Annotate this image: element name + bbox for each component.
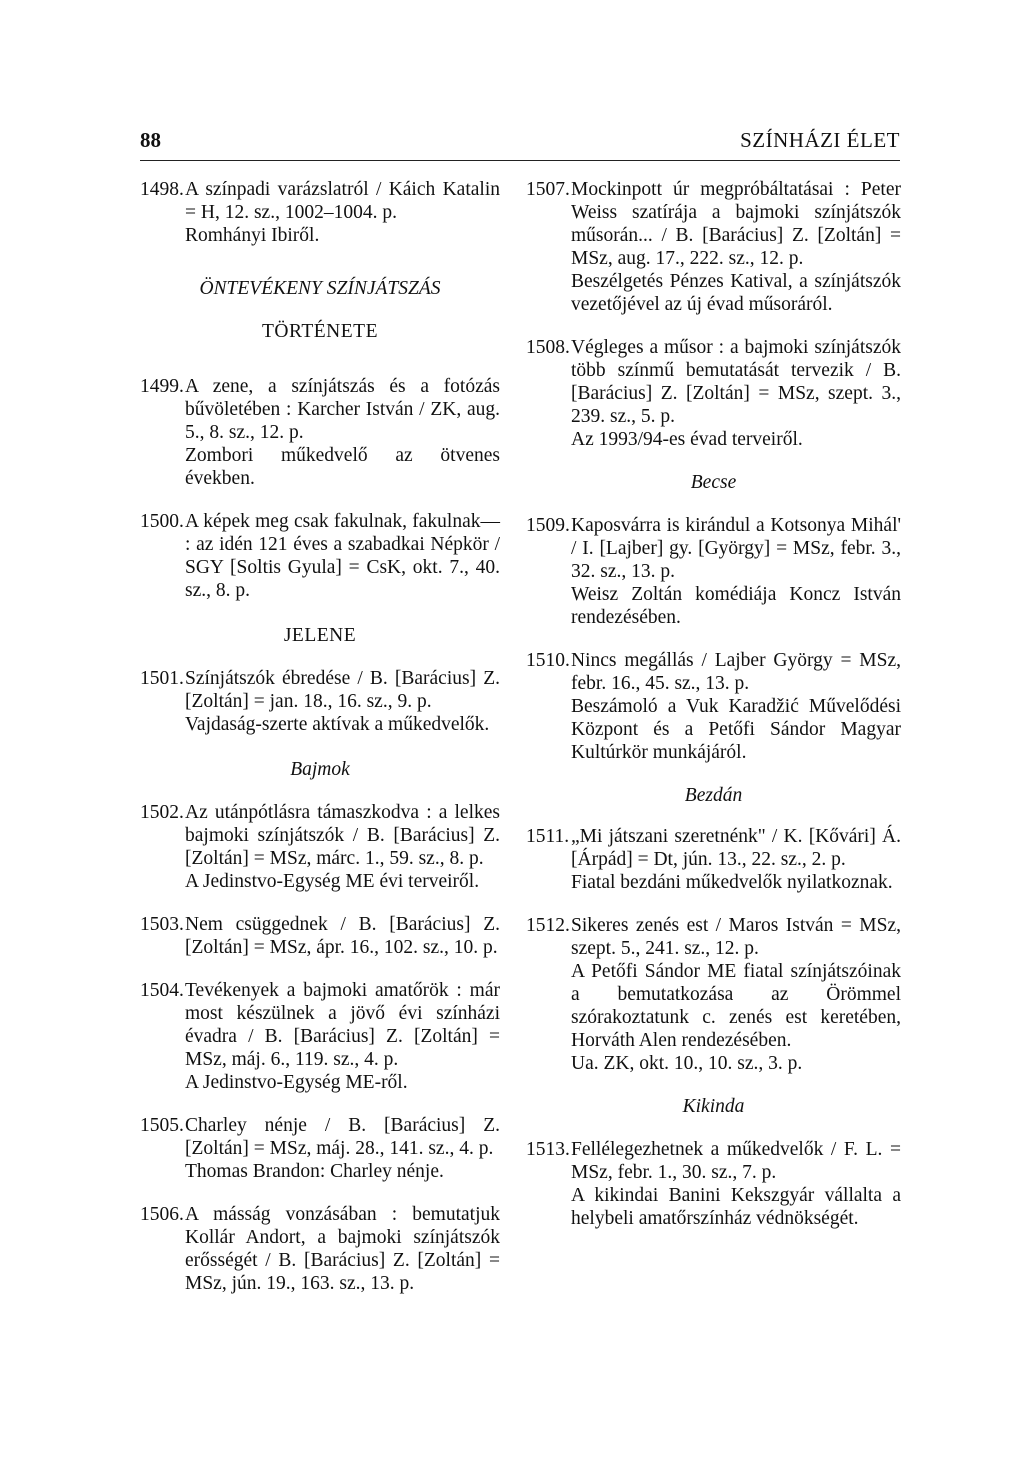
bibliography-entry (140, 375, 500, 490)
entry-number: 1505. (140, 1115, 184, 1136)
section-heading-bajmok: Bajmok (290, 759, 350, 780)
bibliography-entry (526, 649, 901, 764)
entry-citation: „Mi játszani szeretnénk" / K. [Kővári] Á. [Árpád] = Dt, jún. 13., 22. sz., 2. p. (571, 826, 901, 870)
entry-number: 1509. (526, 515, 570, 536)
bibliography-entry (140, 178, 500, 247)
entry-citation: Színjátszók ébredése / B. [Barácius] Z. [Zoltán] = jan. 18., 16. sz., 9. p. (185, 668, 500, 712)
section-heading-ontevekeny-szinjatszas: ÖNTEVÉKENY SZÍNJÁTSZÁS (199, 278, 441, 299)
entry-citation: Tevékenyek a bajmoki amatőrök : már most készülnek a jövő évi színházi évadra / B. [Barácius] Z. [Zoltán] = MSz, máj. 6., 119. sz., 4. p. (185, 980, 500, 1070)
entry-citation: Mockinpott úr megpróbáltatásai : Peter Weiss szatírája a bajmoki színjátszók műsorán... / B. [Barácius] Z. [Zoltán] = MSz, aug. 17., 222. sz., 12. p. (571, 179, 901, 269)
section-heading-tortenete: TÖRTÉNETE (262, 321, 378, 342)
entry-citation: Fellélegezhetnek a műkedvelők / F. L. = MSz, febr. 1., 30. sz., 7. p. (571, 1139, 901, 1183)
entry-number: 1504. (140, 980, 184, 1001)
running-title: SZÍNHÁZI ÉLET (740, 128, 900, 152)
entry-number: 1506. (140, 1204, 184, 1225)
bibliography-entry (140, 913, 500, 959)
entry-annotation: Beszámoló a Vuk Karadžić Művelődési Központ és a Petőfi Sándor Magyar Kultúrkör munkájáról. (571, 696, 901, 763)
bibliography-entry (526, 825, 901, 894)
entry-annotation: Vajdaság-szerte aktívak a műkedvelők. (185, 714, 490, 735)
entry-annotation: Thomas Brandon: Charley nénje. (185, 1161, 444, 1182)
bibliography-entry (140, 510, 500, 602)
entry-citation: Nem csüggednek / B. [Barácius] Z. [Zoltán] = MSz, ápr. 16., 102. sz., 10. p. (185, 914, 500, 958)
entry-annotation: Weisz Zoltán komédiája Koncz István rendezésében. (571, 584, 901, 628)
bibliography-entry (526, 178, 901, 316)
section-heading-jelene: JELENE (283, 625, 357, 646)
bibliography-entry (140, 1114, 500, 1183)
entry-number: 1508. (526, 337, 570, 358)
entry-annotation: Romhányi Ibiről. (185, 225, 320, 246)
entry-citation: Sikeres zenés est / Maros István = MSz, szept. 5., 241. sz., 12. p. (571, 915, 901, 959)
section-heading-bezdan: Bezdán (684, 785, 743, 806)
entry-annotation: Fiatal bezdáni műkedvelők nyilatkoznak. (571, 872, 893, 893)
entry-reprint-note: Ua. ZK, okt. 10., 10. sz., 3. p. (571, 1053, 803, 1074)
entry-citation: A színpadi varázslatról / Káich Katalin = H, 12. sz., 1002–1004. p. (185, 179, 500, 223)
bibliography-entry (526, 1138, 901, 1230)
bibliography-entry (140, 667, 500, 736)
entry-citation: A képek meg csak fakulnak, fakulnak— : az idén 121 éves a szabadkai Népkör / SGY [Soltis Gyula] = CsK, okt. 7., 40. sz., 8. p. (185, 511, 500, 601)
page-number: 88 (140, 128, 161, 152)
entry-annotation: A Jedinstvo-Egység ME-ről. (185, 1072, 408, 1093)
entry-number: 1498. (140, 179, 184, 200)
entry-citation: Charley nénje / B. [Barácius] Z. [Zoltán] = MSz, máj. 28., 141. sz., 4. p. (185, 1115, 500, 1159)
right-column (526, 178, 901, 1250)
entry-number: 1499. (140, 376, 184, 397)
entry-citation: A zene, a színjátszás és a fotózás bűvöletében : Karcher István / ZK, aug. 5., 8. sz., 12. p. (185, 376, 500, 443)
entry-citation: Az utánpótlásra támaszkodva : a lelkes bajmoki színjátszók / B. [Barácius] Z. [Zoltán] = MSz, márc. 1., 59. sz., 8. p. (185, 802, 500, 869)
entry-number: 1507. (526, 179, 570, 200)
bibliography-entry (526, 914, 901, 1075)
entry-number: 1501. (140, 668, 184, 689)
entry-annotation: Beszélgetés Pénzes Katival, a színjátszók vezetőjével az új évad műsoráról. (571, 271, 901, 315)
entry-annotation: A Petőfi Sándor ME fiatal színjátszóinak a bemutatkozása az Örömmel szórakoztatunk c. zenés est keretében, Horváth Alen rendezésében. (571, 961, 901, 1051)
entry-annotation: A kikindai Banini Kekszgyár vállalta a helybeli amatőrszínház védnökségét. (571, 1185, 901, 1229)
entry-citation: A másság vonzásában : bemutatjuk Kollár Andort, a bajmoki színjátszók erősségét / B. [Barácius] Z. [Zoltán] = MSz, jún. 19., 163. sz., 13. p. (185, 1204, 500, 1294)
bibliography-entry (526, 514, 901, 629)
entry-number: 1513. (526, 1139, 570, 1160)
bibliography-entry (140, 801, 500, 893)
entry-annotation: Az 1993/94-es évad terveiről. (571, 429, 803, 450)
left-column (140, 178, 500, 1315)
entry-number: 1502. (140, 802, 184, 823)
bibliography-entry (526, 336, 901, 451)
entry-number: 1500. (140, 511, 184, 532)
entry-citation: Kaposvárra is kirándul a Kotsonya Mihál' / I. [Lajber] gy. [György] = MSz, febr. 3., 32. sz., 13. p. (571, 515, 901, 582)
entry-number: 1510. (526, 650, 570, 671)
bibliography-entry (140, 1203, 500, 1295)
entry-annotation: Zombori műkedvelő az ötvenes években. (185, 445, 500, 489)
entry-number: 1511. (526, 826, 570, 847)
entry-citation: Nincs megállás / Lajber György = MSz, febr. 16., 45. sz., 13. p. (571, 650, 901, 694)
entry-citation: Végleges a műsor : a bajmoki színjátszók több színmű bemutatását tervezik / B. [Barácius] Z. [Zoltán] = MSz, szept. 3., 239. sz., 5. p. (571, 337, 901, 427)
entry-number: 1512. (526, 915, 570, 936)
section-heading-becse: Becse (690, 472, 737, 493)
bibliography-entry (140, 979, 500, 1094)
page-header (140, 128, 900, 161)
entry-annotation: A Jedinstvo-Egység ME évi terveiről. (185, 871, 480, 892)
entry-number: 1503. (140, 914, 184, 935)
section-heading-kikinda: Kikinda (682, 1096, 745, 1117)
